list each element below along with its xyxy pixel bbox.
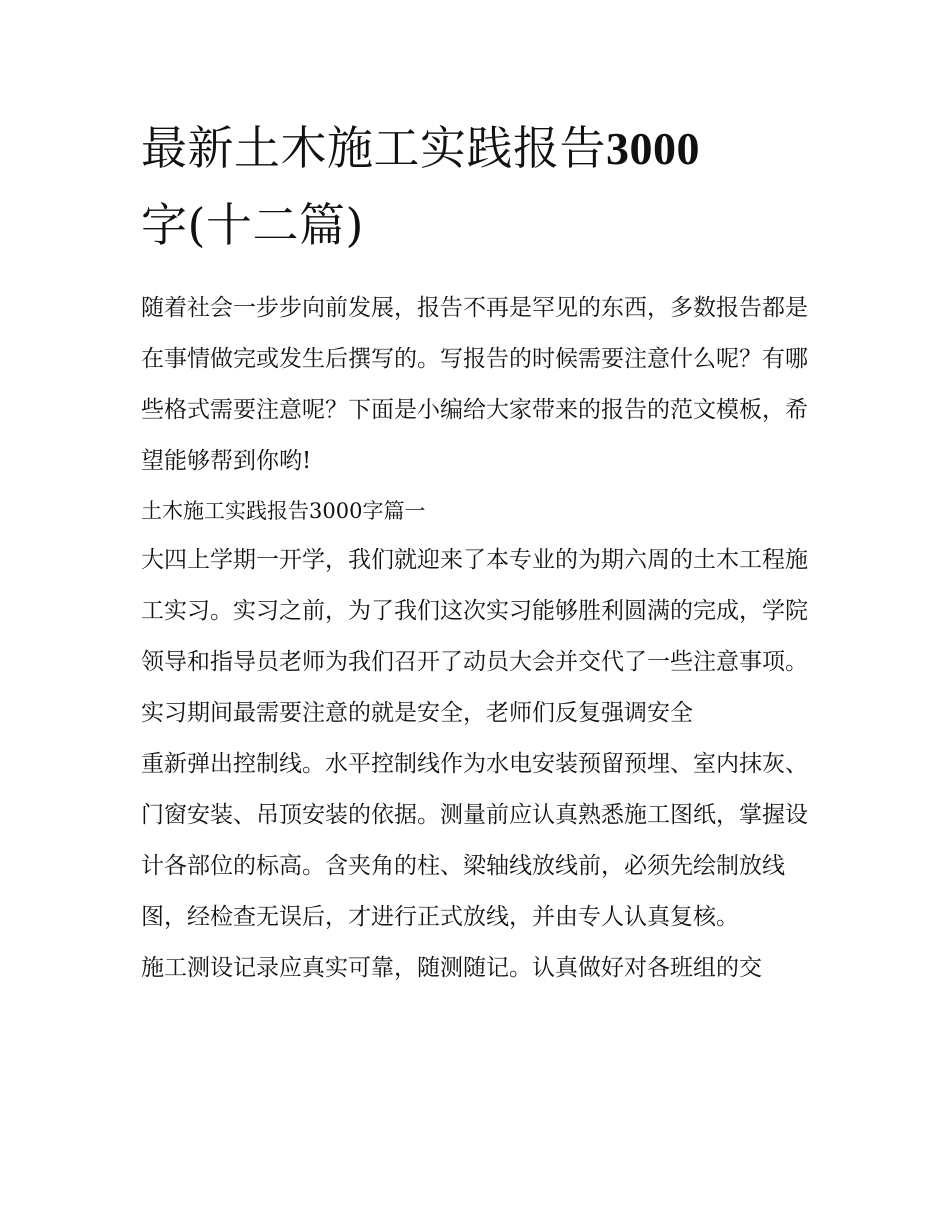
- document-body: [141, 110, 813, 994]
- title-subtitle: 字(十二篇): [141, 198, 364, 252]
- body-paragraph-1: 大四上学期一开学，我们就迎来了本专业的为期六周的土木工程施工实习。实习之前，为了我们这次实习能够胜利圆满的完成，学院领导和指导员老师为我们召开了动员大会并交代了一些注意事项。实习期间最需要注意的就是安全，老师们反复强调安全: [141, 547, 808, 726]
- intro-paragraph: 随着社会一步步向前发展，报告不再是罕见的东西，多数报告都是在事情做完或发生后撰写的。写报告的时候需要注意什么呢？有哪些格式需要注意呢？下面是小编给大家带来的报告的范文模板，希望能够帮到你哟!: [141, 295, 808, 474]
- document-title: [141, 110, 813, 263]
- body-paragraph-3: 施工测设记录应真实可靠，随测随记。认真做好对各班组的交: [141, 955, 762, 981]
- title-text: 最新土木施工实践报告: [141, 121, 606, 175]
- section-heading: 土木施工实践报告3000字篇一: [141, 499, 426, 523]
- title-number: 3000: [606, 123, 700, 174]
- body-paragraph-2: 重新弹出控制线。水平控制线作为水电安装预留预埋、室内抹灰、门窗安装、吊顶安装的依据。测量前应认真熟悉施工图纸，掌握设计各部位的标高。含夹角的柱、梁轴线放线前，必须先绘制放线图，经检查无误后，才进行正式放线，并由专人认真复核。: [141, 751, 808, 930]
